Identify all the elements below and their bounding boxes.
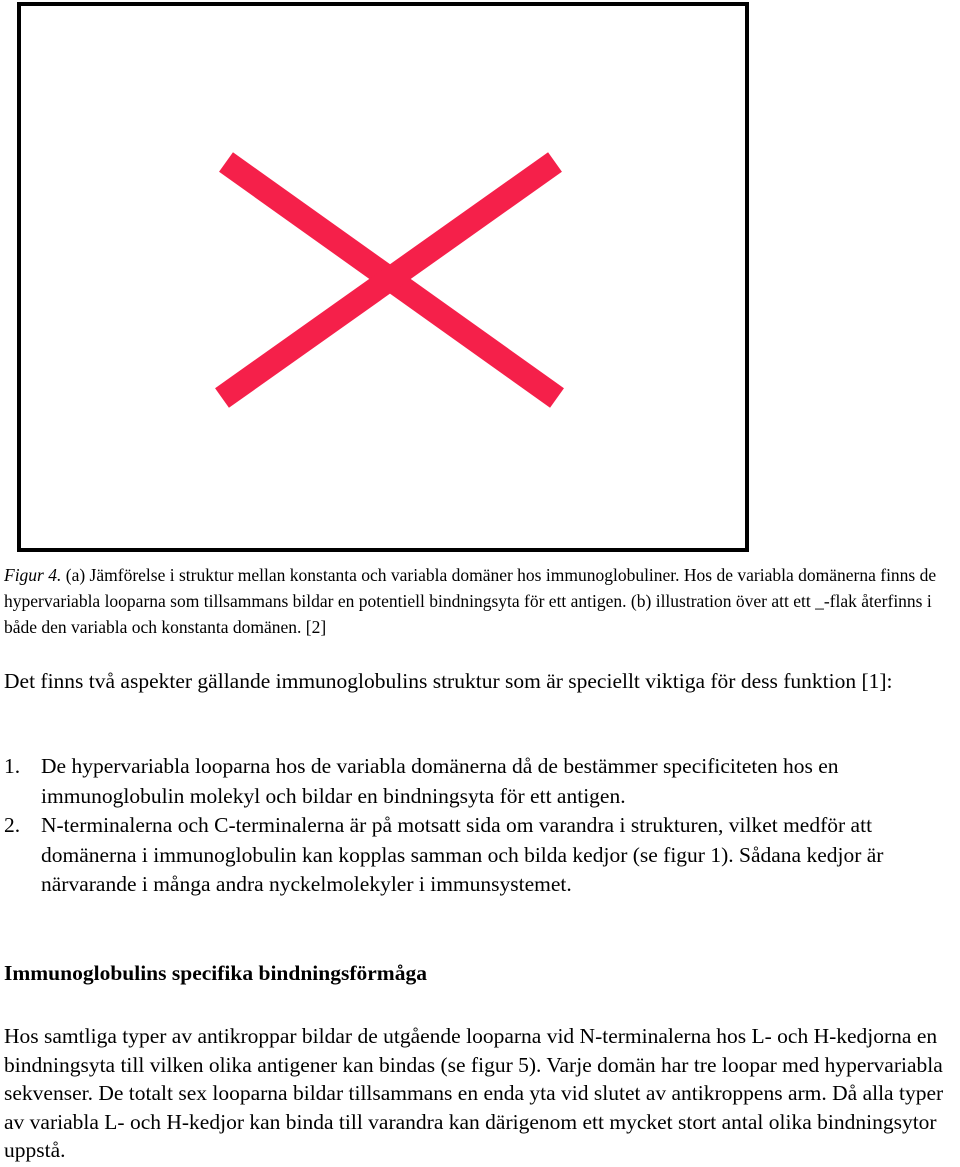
figure-label: Figur 4. xyxy=(4,565,62,585)
section-heading: Immunoglobulins specifika bindningsförmåga xyxy=(4,961,427,985)
figure-image-placeholder xyxy=(17,2,749,552)
section-paragraph: Hos samtliga typer av antikroppar bildar de utgående looparna vid N-terminalerna hos L- och H-kedjorna en bindningsyta till vilken olika antigener kan bindas (se figur 5). Varje domän har tre loopar med hypervariabla sekvenser. De totalt sex looparna bildar tillsammans en enda yta vid slutet av antikroppens arm. Då alla typer av variabla L- och H-kedjor kan binda till varandra kan därigenom ett mycket stort antal olika bindningsytor uppstå. xyxy=(4,1024,944,1163)
list-text: De hypervariabla looparna hos de variabla domänerna då de bestämmer specificiteten hos en immunoglobulin molekyl och bildar en bindningsyta för ett antigen. xyxy=(41,754,839,808)
list-item xyxy=(4,752,956,811)
figure-caption xyxy=(4,562,956,640)
broken-image-x-icon xyxy=(21,6,745,548)
aspect-list xyxy=(4,752,956,900)
intro-paragraph: Det finns två aspekter gällande immunoglobulins struktur som är speciellt viktiga för dess funktion [1]: xyxy=(4,669,893,693)
list-number: 1. xyxy=(4,754,21,778)
caption-text: (a) Jämförelse i struktur mellan konstanta och variabla domäner hos immunoglobuliner. Hos de variabla domänerna finns de hypervariabla looparna som tillsammans bildar en potentiell bindningsyta för ett antigen. (b) illustration över att ett _-flak återfinns i både den variabla och konstanta domänen. [2] xyxy=(4,565,937,637)
list-number: 2. xyxy=(4,813,21,837)
list-item xyxy=(4,811,956,900)
list-text: N-terminalerna och C-terminalerna är på motsatt sida om varandra i strukturen, vilket medför att domänerna i immunoglobulin kan kopplas samman och bilda kedjor (se figur 1). Sådana kedjor är närvarande i många andra nyckelmolekyler i immunsystemet. xyxy=(41,813,884,896)
